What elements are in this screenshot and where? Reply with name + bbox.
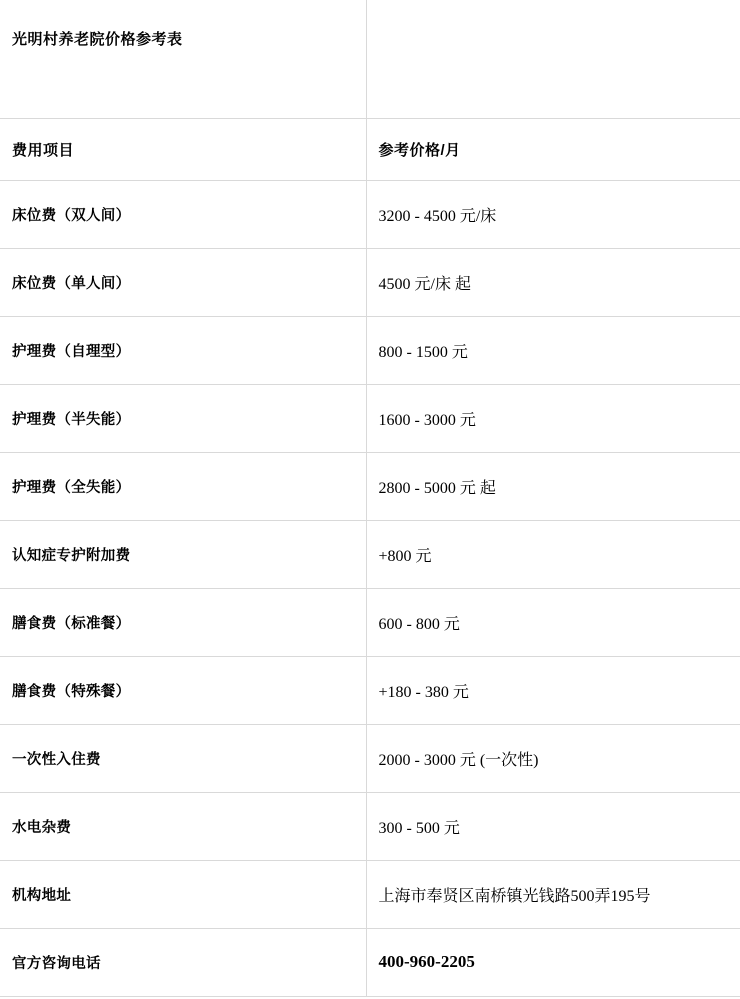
row-label: 官方咨询电话 (12, 955, 101, 972)
table-row (0, 180, 740, 248)
row-label: 膳食费（特殊餐） (12, 683, 131, 700)
row-label: 护理费（半失能） (12, 411, 131, 428)
table-row (0, 724, 740, 792)
row-label: 水电杂费 (12, 819, 72, 836)
row-label: 床位费（单人间） (12, 275, 131, 292)
row-label: 膳食费（标准餐） (12, 615, 131, 632)
row-value-cell (366, 316, 740, 384)
row-label-cell (0, 384, 366, 452)
column-header-price: 参考价格/月 (378, 141, 461, 159)
row-value-cell (366, 180, 740, 248)
row-value-cell (366, 724, 740, 792)
row-label-cell (0, 180, 366, 248)
row-value-cell (366, 452, 740, 520)
row-value-cell (366, 928, 740, 996)
row-label-cell (0, 520, 366, 588)
row-value-cell (366, 792, 740, 860)
row-value: 上海市奉贤区南桥镇光钱路500弄195号 (378, 887, 651, 905)
row-label-cell (0, 928, 366, 996)
row-label-cell (0, 452, 366, 520)
row-value: 3200 - 4500 元/床 (378, 207, 497, 225)
table-row (0, 792, 740, 860)
row-value-cell (366, 588, 740, 656)
table-header-row (0, 118, 740, 180)
table-row (0, 928, 740, 996)
table-row (0, 520, 740, 588)
row-label-cell (0, 588, 366, 656)
row-value-cell (366, 860, 740, 928)
row-label: 护理费（自理型） (12, 343, 131, 360)
header-cell-label (0, 118, 366, 180)
title-cell-empty (366, 0, 740, 118)
row-value: 2000 - 3000 元 (一次性) (378, 751, 539, 769)
row-label-cell (0, 860, 366, 928)
row-label: 机构地址 (12, 887, 72, 904)
row-value-cell (366, 384, 740, 452)
table-row (0, 248, 740, 316)
page-title: 光明村养老院价格参考表 (12, 31, 183, 48)
column-header-item: 费用项目 (12, 141, 75, 159)
row-label-cell (0, 724, 366, 792)
row-label: 床位费（双人间） (12, 207, 131, 224)
row-label: 一次性入住费 (12, 751, 101, 768)
table-row (0, 384, 740, 452)
row-value: 800 - 1500 元 (378, 343, 468, 361)
table-row (0, 656, 740, 724)
row-label-cell (0, 248, 366, 316)
row-value-cell (366, 248, 740, 316)
row-value: 1600 - 3000 元 (378, 411, 476, 429)
row-value: +800 元 (378, 547, 432, 565)
row-value: 4500 元/床 起 (378, 275, 471, 293)
title-cell (0, 0, 366, 118)
row-label: 护理费（全失能） (12, 479, 131, 496)
table-row (0, 316, 740, 384)
table-row (0, 452, 740, 520)
row-label-cell (0, 656, 366, 724)
row-value-cell (366, 656, 740, 724)
table-row (0, 860, 740, 928)
row-value: +180 - 380 元 (378, 683, 469, 701)
row-label-cell (0, 316, 366, 384)
table-row (0, 588, 740, 656)
row-value: 600 - 800 元 (378, 615, 460, 633)
row-label: 认知症专护附加费 (12, 547, 131, 564)
row-value: 400-960-2205 (378, 952, 475, 971)
table-title-row (0, 0, 740, 118)
header-cell-value (366, 118, 740, 180)
row-value-cell (366, 520, 740, 588)
row-value: 2800 - 5000 元 起 (378, 479, 496, 497)
row-label-cell (0, 792, 366, 860)
row-value: 300 - 500 元 (378, 819, 460, 837)
